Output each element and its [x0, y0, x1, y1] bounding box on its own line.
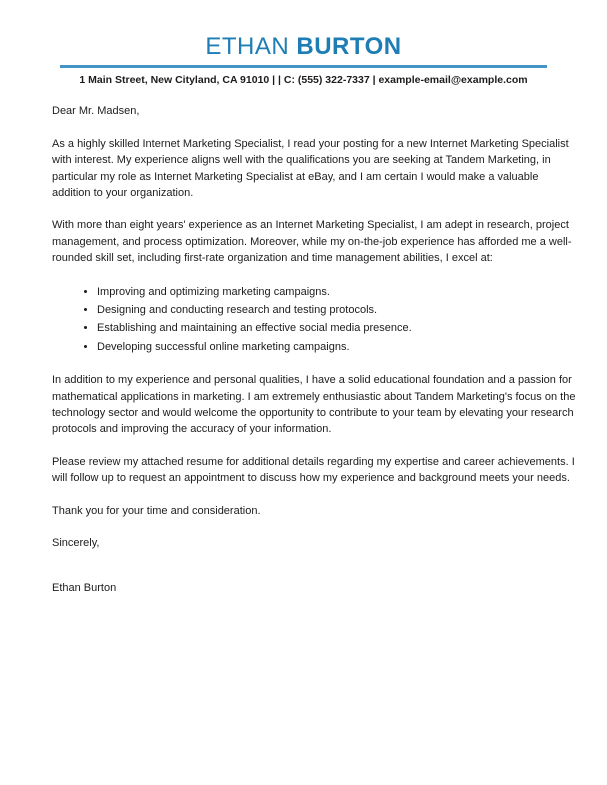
applicant-last-name: BURTON: [296, 33, 402, 60]
bullet-item: • Designing and conducting research and testing protocols.: [97, 301, 580, 319]
skills-bullet-list: [52, 283, 580, 357]
contact-line: 1 Main Street, New Cityland, CA 91010 | | C: (555) 322-7337 | example-email@example.com: [79, 74, 528, 87]
applicant-first-name: ETHAN: [205, 33, 290, 60]
paragraph-experience: With more than eight years' experience as an Internet Marketing Specialist, I am adept in research, project management, and process optimization. Moreover, while my on-the-job experience has afforded me a well-rounded skill set, including first-rate organization and time management abilities, I excel at:: [52, 219, 572, 265]
valediction: Sincerely,: [52, 537, 100, 550]
letter-header: [0, 0, 607, 86]
signature-name: Ethan Burton: [52, 581, 117, 594]
paragraph-intro: As a highly skilled Internet Marketing Specialist, I read your posting for a new Internet Marketing Specialist with interest. My experience aligns well with the qualifications you are seeking at Tandem Marketing, in particular my role as Internet Marketing Specialist at eBay, and I am certain I would make a valuable addition to your organization.: [52, 137, 569, 200]
bullet-item: • Establishing and maintaining an effective social media presence.: [97, 319, 580, 337]
header-divider-rule: [60, 65, 547, 68]
paragraph-thanks: Thank you for your time and consideration.: [52, 504, 261, 517]
bullet-item: • Developing successful online marketing campaigns.: [97, 338, 580, 356]
bullet-item: • Improving and optimizing marketing campaigns.: [97, 283, 580, 301]
salutation: Dear Mr. Madsen,: [52, 105, 140, 118]
letter-body: [0, 86, 607, 596]
applicant-name: [0, 34, 607, 60]
paragraph-resume: Please review my attached resume for additional details regarding my expertise and career achievements. I will follow up to request an appointment to discuss how my experience and background meets your needs.: [52, 455, 575, 485]
paragraph-education: In addition to my experience and personal qualities, I have a solid educational foundation and a passion for mathematical applications in marketing. I am extremely enthusiastic about Tandem Marketing's focus on the technology sector and would welcome the opportunity to contribute to your team by elevating your research protocols and improving the accuracy of your information.: [52, 374, 576, 436]
